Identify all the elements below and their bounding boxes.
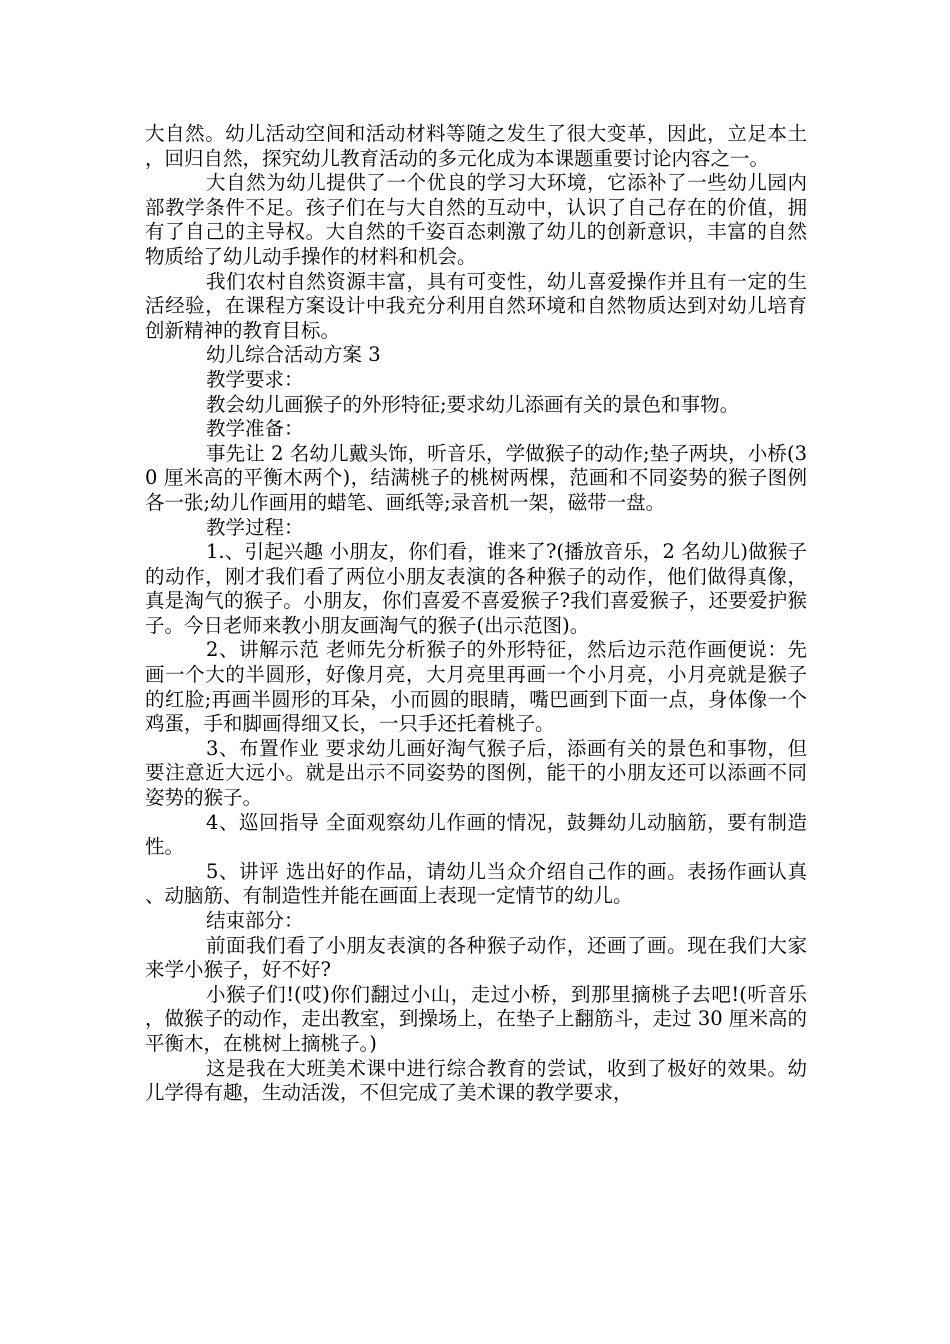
paragraph-intro-continuation: 大自然。幼儿活动空间和活动材料等随之发生了很大变革，因此，立足本土，回归自然，探究幼儿教育活动的多元化成为本课题重要讨论内容之一。 bbox=[145, 122, 807, 170]
paragraph-step-2: 2、讲解示范 老师先分析猴子的外形特征，然后边示范作画便说：先画一个大的半圆形，好像月亮，大月亮里再画一个小月亮，小月亮就是猴子的红脸;再画半圆形的耳朵，小而圆的眼睛，嘴巴画到下面一点，身体像一个鸡蛋，手和脚画得细又长，一只手还托着桃子。 bbox=[145, 638, 807, 736]
section-heading-plan-3: 幼儿综合活动方案 3 bbox=[206, 343, 381, 367]
heading-teaching-process: 教学过程： bbox=[206, 515, 304, 539]
paragraph-step-5: 5、讲评 选出好的作品，请幼儿当众介绍自己作的画。表扬作画认真、动脑筋、有制造性并能在画面上表现一定情节的幼儿。 bbox=[145, 859, 807, 908]
paragraph-nature-environment: 大自然为幼儿提供了一个优良的学习大环境，它添补了一些幼儿园内部教学条件不足。孩子们在与大自然的互动中，认识了自己存在的价值，拥有了自己的主导权。大自然的千姿百态刺激了幼儿的创新意识，丰富的自然物质给了幼儿动手操作的材料和机会。 bbox=[145, 171, 807, 268]
heading-teaching-requirements: 教学要求： bbox=[206, 367, 304, 391]
paragraph-rural-resources: 我们农村自然资源丰富，具有可变性，幼儿喜爱操作并且有一定的生活经验，在课程方案设计中我充分利用自然环境和自然物质达到对幼儿培育创新精神的教育目标。 bbox=[145, 269, 807, 342]
paragraph-conclusion-2: 小猴子们!(哎)你们翻过小山，走过小桥，到那里摘桃子去吧!(听音乐，做猴子的动作，走出教室，到操场上，在垫子上翻筋斗，走过 30 厘米高的平衡木，在桃树上摘桃子。) bbox=[145, 982, 807, 1055]
heading-conclusion: 结束部分： bbox=[206, 909, 304, 932]
paragraph-step-3: 3、布置作业 要求幼儿画好淘气猴子后，添画有关的景色和事物，但要注意近大远小。就是出示不同姿势的图例，能干的小朋友还可以添画不同姿势的猴子。 bbox=[145, 736, 807, 810]
paragraph-teaching-requirements: 教会幼儿画猴子的外形特征;要求幼儿添画有关的景色和事物。 bbox=[206, 392, 740, 416]
document-body bbox=[145, 122, 807, 1106]
paragraph-step-4: 4、巡回指导 全面观察幼儿作画的情况，鼓舞幼儿动脑筋，要有制造性。 bbox=[145, 810, 807, 859]
paragraph-reflection: 这是我在大班美术课中进行综合教育的尝试，收到了极好的效果。幼儿学得有趣，生动活泼，不但完成了美术课的教学要求， bbox=[145, 1056, 807, 1105]
paragraph-teaching-preparation: 事先让 2 名幼儿戴头饰，听音乐，学做猴子的动作;垫子两块，小桥(30 厘米高的平衡木两个)，结满桃子的桃树两棵，范画和不同姿势的猴子图例各一张;幼儿作画用的蜡笔、画纸等;录音机一架，磁带一盘。 bbox=[145, 441, 807, 514]
heading-teaching-preparation: 教学准备： bbox=[206, 417, 304, 441]
paragraph-conclusion-1: 前面我们看了小朋友表演的各种猴子动作，还画了画。现在我们大家来学小猴子，好不好? bbox=[145, 933, 807, 982]
paragraph-step-1: 1.、引起兴趣 小朋友，你们看，谁来了?(播放音乐，2 名幼儿)做猴子的动作，刚才我们看了两位小朋友表演的各种猴子的动作，他们做得真像，真是淘气的猴子。小朋友，你们喜爱不喜爱猴子?我们喜爱猴子，还要爱护猴子。今日老师来教小朋友画淘气的猴子(出示范图)。 bbox=[145, 540, 807, 637]
